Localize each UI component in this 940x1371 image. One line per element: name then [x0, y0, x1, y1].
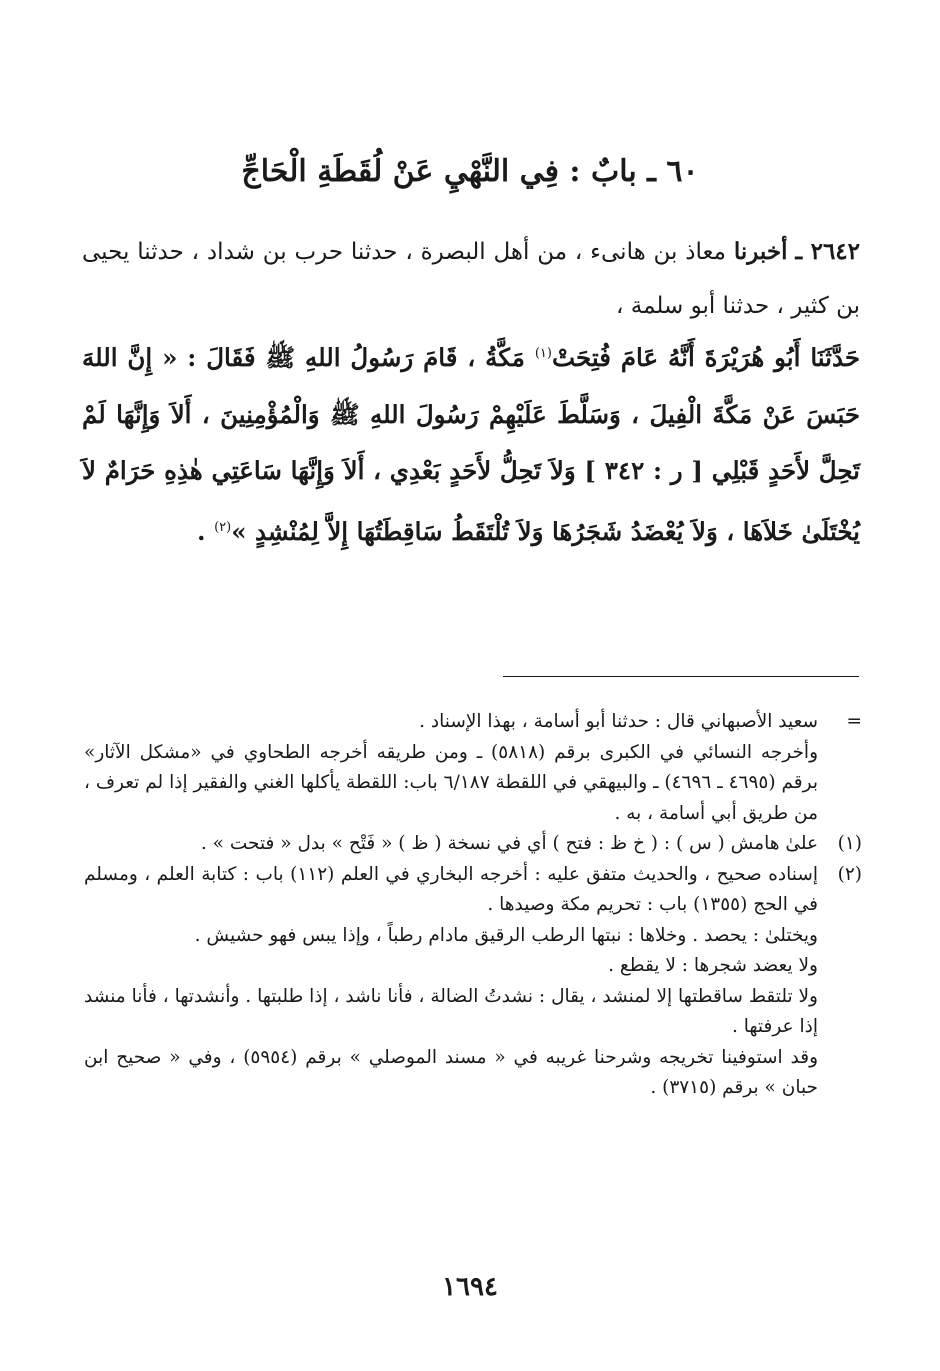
footnote-ref-2: (٢) — [214, 519, 232, 535]
footnotes-section — [84, 707, 862, 1104]
continuation-line: وأخرجه النسائي في الكبرى برقم (٥٨١٨) ـ ومن طريقه أخرجه الطحاوي في «مشكل الآثار» برقم (٤٦٩٥ ـ ٤٦٩٦) ـ والبيهقي في اللقطة ٦/١٨٧ باب: اللقطة يأكلها الغني والفقير إذا لم تعرف ، من طريق أبي أسامة ، به . — [84, 741, 818, 824]
footnote-1 — [84, 829, 862, 860]
hadith-number: ٢٦٤٢ ـ — [795, 238, 861, 265]
footnote-2-line: إسناده صحيح ، والحديث متفق عليه : أخرجه البخاري في العلم (١١٢) باب : كتابة العلم ، ومسلم في الحج (١٣٥٥) باب : تحريم مكة وصيدها . — [84, 863, 818, 915]
hadith-matn — [82, 326, 860, 560]
footnote-ref-1: (١) — [534, 346, 552, 361]
footnote-2 — [84, 860, 862, 1104]
chapter-title: ٦٠ ـ بابٌ : فِي النَّهْيِ عَنْ لُقَطَةِ الْحَاجِّ — [241, 154, 699, 189]
matn-part-2: مَكَّةُ ، قَامَ رَسُولُ اللهِ ﷺ فَقَالَ : « إِنَّ اللهَ حَبَسَ عَنْ مَكَّةَ الْفِيلَ ، وَسَلَّطَ عَلَيْهِمْ رَسُولَ اللهِ ﷺ وَالْمُؤْمِنِينَ ، أَلاَ وَإِنَّهَا لَمْ تَحِلَّ لأَحَدٍ قَبْلِي [ ر : ٣٤٢ ] وَلاَ تَحِلُّ لأَحَدٍ بَعْدِي ، أَلاَ وَإِنَّهَا سَاعَتِي هٰذِهِ حَرَامٌ لاَ يُخْتَلَىٰ خَلاَهَا ، وَلاَ يُعْضَدُ شَجَرُهَا وَلاَ تُلْتَقَطُ سَاقِطَتُهَا إِلاَّ لِمُنْشِدٍ » — [82, 343, 860, 546]
continuation-text — [84, 707, 818, 829]
footnote-2-line: ويختلىٰ : يحصد . وخلاها : نبتها الرطب الرقيق مادام رطباً ، وإذا يبس فهو حشيش . — [194, 924, 818, 946]
footnote-1-text: علىٰ هامش ( س ) : ( خ ظ : فتح ) أي في نسخة ( ظ ) « فَتْح » بدل « فتحت » . — [200, 833, 818, 854]
footnote-2-text — [84, 860, 818, 1104]
footnote-2-line: وقد استوفينا تخريجه وشرحنا غريبه في « مسند الموصلي » برقم (٥٩٥٤) ، وفي « صحيح ابن حبان » برقم (٣٧١٥) . — [84, 1046, 819, 1098]
footnote-1-marker: (١) — [837, 833, 862, 854]
footnote-separator — [503, 676, 859, 677]
page-number: ١٦٩٤ — [442, 1272, 498, 1302]
hadith-isnad — [82, 225, 860, 333]
isnad-lead: أخبرنا — [733, 238, 788, 265]
continuation-marker: = — [846, 711, 862, 732]
footnote-2-line: ولا يعضد شجرها : لا يقطع . — [608, 955, 818, 976]
isnad-text: معاذ بن هانىء ، من أهل البصرة ، حدثنا حرب بن شداد ، حدثنا يحيى بن كثير ، حدثنا أبو سلمة ، — [82, 239, 860, 319]
footnote-2-line: ولا تلتقط ساقطتها إلا لمنشد ، يقال : نشدتُ الضالة ، فأنا ناشد ، إذا طلبتها . وأنشدتها ، فأنا منشد إذا عرفتها . — [84, 985, 818, 1037]
continuation-line: سعيد الأصبهاني قال : حدثنا أبو أسامة ، بهذا الإسناد . — [419, 711, 818, 732]
footnote-continuation — [84, 707, 862, 829]
matn-end: . — [197, 516, 215, 546]
matn-part-1: حَدَّثَنَا أَبُو هُرَيْرَةَ أَنَّهُ عَامَ فُتِحَتْ — [551, 343, 861, 373]
footnote-2-marker: (٢) — [837, 863, 862, 885]
